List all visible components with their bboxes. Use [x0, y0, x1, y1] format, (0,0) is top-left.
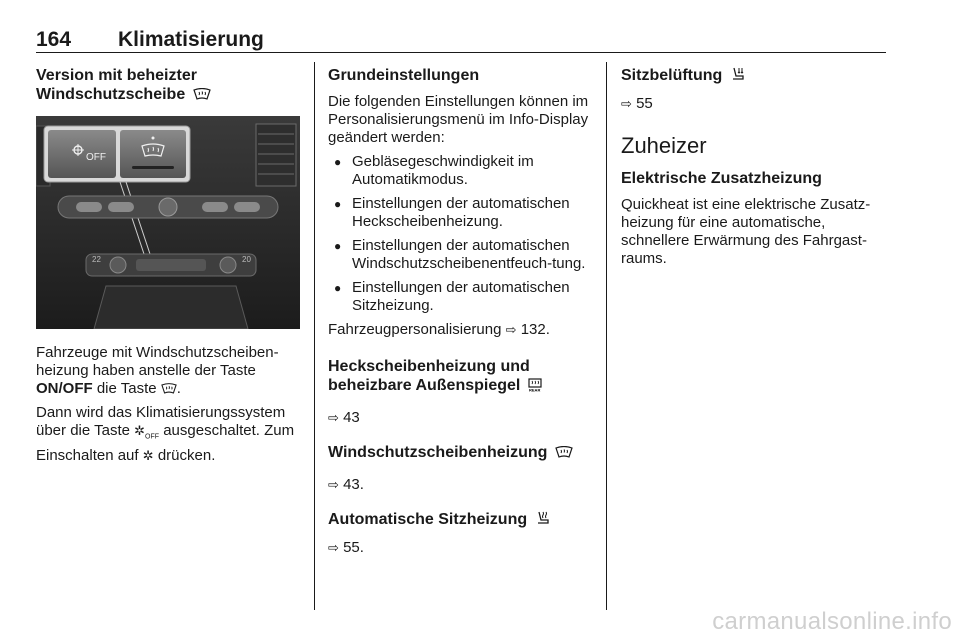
- header-rule: [36, 52, 886, 53]
- photo-temp-left: 22: [92, 255, 101, 264]
- photo-temp-right: 20: [242, 255, 251, 264]
- section-heading-heated-windscreen: [36, 66, 300, 104]
- column-3: [621, 66, 889, 268]
- page-ref-arrow-icon: ⇨: [328, 540, 339, 555]
- list-item: ● Gebläsegeschwindigkeit im Automatikmodus.: [328, 153, 594, 189]
- para1-text-a: Fahrzeuge mit Windschutzscheiben-heizung haben anstelle der Taste: [36, 344, 279, 379]
- column-2: [328, 66, 594, 557]
- reference-43: [328, 409, 594, 427]
- heading-auxiliary-heater: Zuheizer: [621, 133, 707, 158]
- reference-personalisation: [328, 321, 594, 339]
- ref-page: 43: [343, 409, 360, 426]
- seat-heat-icon: [535, 510, 551, 526]
- seat-ventilation-icon: [730, 66, 746, 82]
- ref-page: 55.: [343, 539, 364, 556]
- page-ref-arrow-icon: ⇨: [505, 322, 517, 337]
- list-item: ● Einstellungen der automatischen Heckscheibenheizung.: [328, 195, 594, 231]
- list-item: ● Einstellungen der automatischen Sitzheizung.: [328, 279, 594, 315]
- windscreen-heat-icon: [193, 88, 211, 100]
- paragraph-2: [36, 404, 300, 465]
- reference-55: [328, 539, 594, 557]
- page-ref-arrow-icon: ⇨: [328, 477, 339, 492]
- para2-text-b: ausgeschaltet. Zum Einschalten auf: [36, 422, 295, 464]
- windscreen-heat-icon: [161, 383, 177, 394]
- page-header: [36, 28, 886, 54]
- ref-page: 132.: [520, 321, 550, 338]
- windscreen-heat-icon: [555, 446, 573, 458]
- column-divider-1: [314, 62, 315, 610]
- on-off-label: ON/OFF: [36, 380, 93, 397]
- rear-window-heat-icon: [528, 378, 542, 392]
- heading-line-2: beheizbare Außenspiegel: [328, 377, 521, 394]
- heading-line-1: Version mit beheizter: [36, 67, 197, 84]
- page-number: 164: [36, 28, 72, 51]
- photo-off-label: OFF: [86, 152, 106, 163]
- paragraph-1: [36, 344, 300, 398]
- reference-55: [621, 95, 889, 113]
- para2-text-c: drücken.: [153, 446, 216, 464]
- column-divider-2: [606, 62, 607, 610]
- settings-list: [328, 153, 594, 315]
- page-ref-arrow-icon: ⇨: [328, 410, 339, 425]
- climate-panel-illustration: [36, 116, 300, 329]
- body-quickheat: Quickheat ist eine elektrische Zusatz-heizung für eine automatische, schnellere Erwärmung des Fahrgast-raums.: [621, 196, 871, 267]
- heading-seat-ventilation: [621, 66, 889, 85]
- para2-text-a: Dann wird das Klimatisierungssystem über die Taste: [36, 404, 286, 439]
- reference-43-dot: [328, 476, 594, 494]
- ref-page: 43.: [343, 476, 364, 493]
- para1-text-c: .: [176, 380, 181, 397]
- fan-off-icon: $✲_{OFF}$: [134, 423, 160, 441]
- heading-text: Automatische Sitzheizung: [328, 511, 528, 528]
- watermark-text: carmanualsonline.info: [712, 608, 952, 635]
- heading-electric-heater: Elektrische Zusatzheizung: [621, 170, 822, 187]
- heading-rear-window-heating: [328, 357, 594, 395]
- heading-basic-settings: Grundeinstellungen: [328, 67, 480, 84]
- para1-text-b: die Taste: [92, 380, 161, 397]
- ref-text: Fahrzeugpersonalisierung: [328, 321, 502, 338]
- heading-text: Windschutzscheibenheizung: [328, 444, 548, 461]
- chapter-title: Klimatisierung: [118, 28, 264, 51]
- heading-auto-seat-heating: [328, 510, 594, 529]
- heading-line-1: Heckscheibenheizung und: [328, 358, 530, 375]
- ref-page: 55: [636, 95, 653, 112]
- climate-control-photo: [36, 116, 300, 329]
- column-1: [36, 66, 300, 464]
- intro-text: Die folgenden Einstellungen können im Personalisierungsmenü im Info-Display geändert werden:: [328, 93, 589, 146]
- page-ref-arrow-icon: ⇨: [621, 96, 632, 111]
- heading-line-2: Windschutzscheibe: [36, 86, 186, 103]
- list-item: ● Einstellungen der automatischen Windschutzscheibenentfeuch-tung.: [328, 237, 594, 273]
- fan-icon: ✲: [142, 447, 154, 463]
- svg-text:REAR: REAR: [528, 387, 541, 392]
- heading-text: Sitzbelüftung: [621, 67, 723, 84]
- heading-windscreen-heating: [328, 443, 594, 462]
